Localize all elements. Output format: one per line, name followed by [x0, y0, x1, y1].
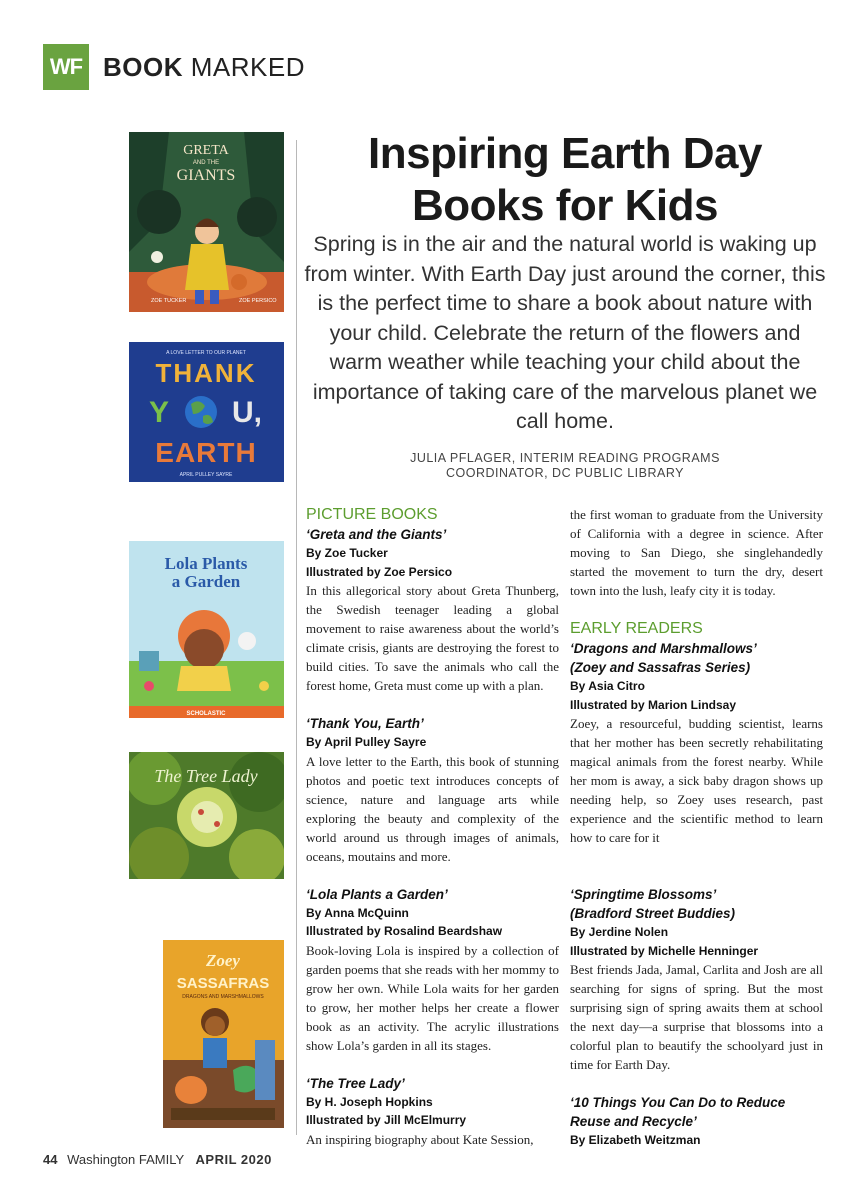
- springtime-series: (Bradford Street Buddies): [570, 906, 736, 921]
- article-byline: [330, 451, 800, 481]
- springtime-title: ‘Springtime Blossoms’: [570, 887, 717, 902]
- headline-line-2: Books for Kids: [412, 181, 718, 230]
- greta-cover-title-and: AND THE: [192, 160, 220, 166]
- dragons-series: (Zoey and Sassafras Series): [570, 660, 751, 675]
- greta-illustrator: Illustrated by Zoe Persico: [306, 564, 453, 579]
- column-divider: [296, 140, 297, 1135]
- magazine-name: Washington FAMILY: [67, 1152, 184, 1167]
- thank-cover-author: APRIL PULLEY SAYRE: [179, 472, 233, 478]
- article-headline: [300, 128, 830, 232]
- tree-lady-author: By H. Joseph Hopkins: [306, 1094, 433, 1109]
- lola-cover-publisher: SCHOLASTIC: [186, 711, 226, 717]
- lola-title: ‘Lola Plants a Garden’: [306, 886, 448, 902]
- dragons-title: ‘Dragons and Marshmallows’: [570, 641, 757, 656]
- early-readers-heading: EARLY READERS: [570, 620, 703, 637]
- tree-lady-title: ‘The Tree Lady’: [306, 1075, 405, 1091]
- section-title-bold: BOOK: [103, 51, 183, 82]
- ten-things-title: ‘10 Things You Can Do to Reduce: [570, 1095, 786, 1110]
- tree-cover-title: The Tree Lady: [154, 766, 258, 786]
- greta-description: In this allegorical story about Greta Thunberg, the Swedish teenager leading a global movement to raise awareness about the world’s climate crisis, giants are destroying the forest to build cities. To save the animals who call the forest home, Greta must come up with a plan.: [306, 583, 559, 693]
- greta-cover-title: GRETA: [183, 143, 229, 158]
- greta-author: By Zoe Tucker: [306, 546, 388, 560]
- page-footer: [43, 1152, 272, 1167]
- thank-cover-y: Y: [148, 396, 170, 429]
- thank-cover-u: U,: [232, 396, 262, 429]
- byline-line-2: COORDINATOR, DC PUBLIC LIBRARY: [446, 466, 684, 480]
- zoey-cover-title-sassafras: SASSAFRAS: [176, 975, 270, 992]
- thank-you-earth-description: A love letter to the Earth, this book of stunning photos and poetic text introduces concepts of science, nature and language arts while exploring the beauty and complexity of the world around us through images of animals, oceans, moutains and more.: [306, 753, 559, 864]
- thank-cover-tagline: A LOVE LETTER TO OUR PLANET: [166, 350, 246, 356]
- right-column: [570, 505, 823, 1150]
- dragons-author: By Asia Citro: [570, 679, 645, 693]
- thank-cover-line3: EARTH: [155, 437, 257, 468]
- section-title-thin: MARKED: [190, 51, 305, 82]
- lola-cover-title: Lola Plants: [164, 554, 248, 573]
- zoey-cover-title: Zoey: [206, 951, 240, 970]
- picture-books-heading: PICTURE BOOKS: [306, 506, 438, 523]
- lola-cover-title-garden: a Garden: [171, 572, 241, 591]
- lola-illustrator: Illustrated by Rosalind Beardshaw: [306, 924, 503, 938]
- dragons-description: Zoey, a resourceful, budding scientist, learns that her mother has been secretly rehabilitating magical animals from the forest nearby. While her mom is away, a sick baby dragon shows up needing help, so Zoey uses research, past experience and the scientific method to learn how to care for it: [570, 716, 823, 845]
- greta-cover-title-giants: GIANTS: [176, 167, 236, 184]
- springtime-author: By Jerdine Nolen: [570, 925, 669, 939]
- greta-title: ‘Greta and the Giants’: [306, 527, 447, 542]
- byline-line-1: JULIA PFLAGER, INTERIM READING PROGRAMS: [410, 451, 720, 465]
- ten-things-title-cont: Reuse and Recycle’: [570, 1114, 697, 1129]
- greta-cover-illustrator: ZOE PERSICO: [239, 298, 277, 304]
- cover-the-tree-lady: [129, 752, 284, 879]
- headline-line-1: Inspiring Earth Day: [368, 129, 762, 178]
- greta-cover-author: ZOE TUCKER: [151, 298, 187, 304]
- wf-logo: WF: [43, 44, 89, 90]
- thank-you-earth-author: By April Pulley Sayre: [306, 735, 427, 749]
- ten-things-author: By Elizabeth Weitzman: [570, 1133, 701, 1147]
- springtime-illustrator: Illustrated by Michelle Henninger: [570, 943, 759, 958]
- article-intro: Spring is in the air and the natural world is waking up from winter. With Earth Day just around the corner, this is the perfect time to share a book about nature with your child. Celebrate the return of the flowers and warm weather while teaching your child about the importance of taking care of the marvelous planet we call home.: [304, 232, 826, 433]
- lola-description: Book-loving Lola is inspired by a collection of garden poems that she reads with her mommy to grow her own. While Lola waits for her garden to grow, her mother helps her create a flower book as an activity. The acrylic illustrations show Lola’s garden in all its stages.: [306, 942, 559, 1053]
- page-number: 44: [43, 1152, 58, 1167]
- issue-date: APRIL 2020: [195, 1152, 272, 1167]
- section-header: [43, 44, 305, 90]
- cover-lola-plants-a-garden: [129, 541, 284, 718]
- lola-author: By Anna McQuinn: [306, 905, 409, 920]
- tree-lady-description-continued: the first woman to graduate from the University of California with a degree in science. After moving to San Diego, she singlehandedly started the movement to turn the dry, desert town into the lush, leafy city it is today.: [570, 507, 823, 598]
- tree-lady-illustrator: Illustrated by Jill McElmurry: [306, 1113, 467, 1127]
- section-title: [103, 52, 305, 83]
- springtime-description: Best friends Jada, Jamal, Carlita and Josh are all searching for signs of spring. But the most surprising sign of spring awaits them at school the next day—a surprise that blossoms into a colorful plan to beautify the schoolyard just in time for Earth Day.: [570, 962, 823, 1072]
- cover-thank-you-earth: [129, 342, 284, 482]
- cover-zoey-and-sassafras: [163, 940, 284, 1128]
- dragons-illustrator: Illustrated by Marion Lindsay: [570, 697, 737, 712]
- thank-cover-line1: THANK: [155, 358, 257, 388]
- tree-lady-description-start: An inspiring biography about Kate Session,: [306, 1131, 534, 1147]
- thank-you-earth-title: ‘Thank You, Earth’: [306, 716, 424, 731]
- zoey-cover-subtitle: DRAGONS AND MARSHMALLOWS: [182, 994, 264, 1000]
- cover-greta-and-the-giants: [129, 132, 284, 312]
- left-column: [306, 505, 559, 1149]
